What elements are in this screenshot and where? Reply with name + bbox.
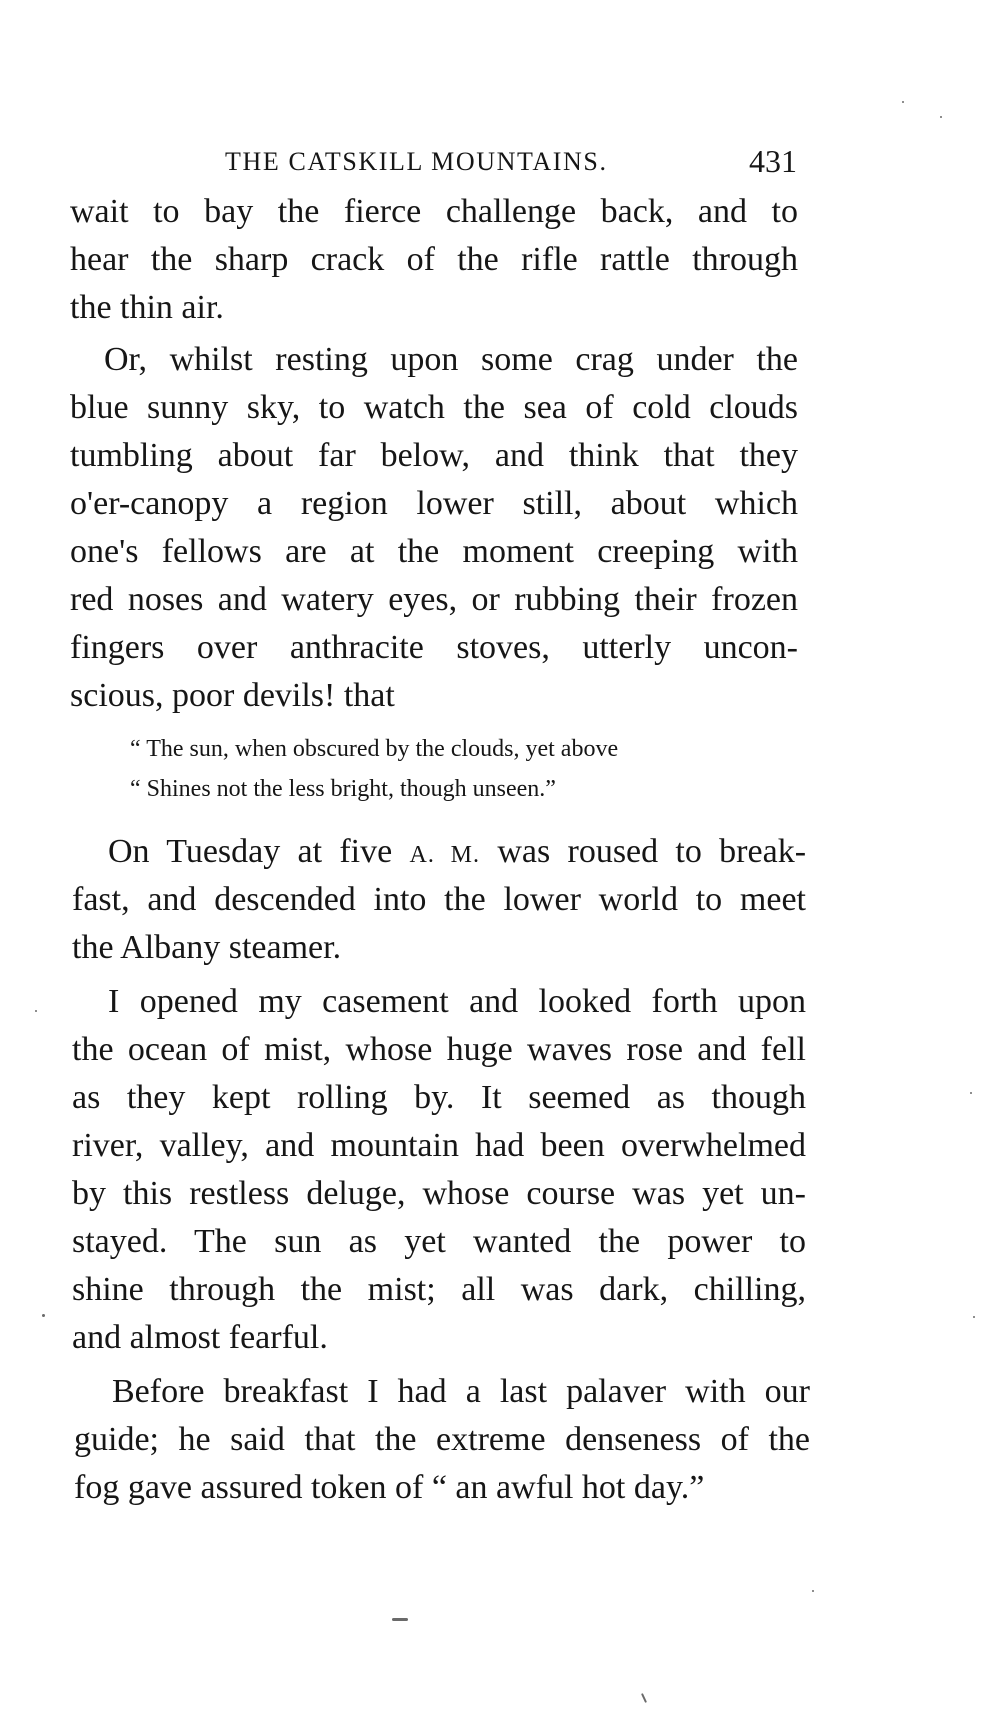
text-line: I opened my casement and looked forth upon (108, 983, 806, 1020)
text-line: scious, poor devils! that (70, 677, 395, 714)
text-line: fingers over anthracite stoves, utterly uncon- (70, 629, 798, 666)
text-line: guide; he said that the extreme denseness of the (74, 1421, 810, 1458)
scan-speck (970, 1092, 972, 1094)
page-number: 431 (749, 143, 797, 179)
running-title: THE CATSKILL MOUNTAINS. (225, 147, 608, 176)
scan-speck (392, 1618, 408, 1621)
text-line: stayed. The sun as yet wanted the power to (72, 1223, 806, 1260)
text-line: one's fellows are at the moment creeping with (70, 533, 798, 570)
text-line: o'er-canopy a region lower still, about which (70, 485, 798, 522)
text-line: the ocean of mist, whose huge waves rose and fell (72, 1031, 806, 1068)
scan-speck (973, 1316, 975, 1318)
text-run: was roused to break- (480, 833, 807, 870)
text-line: and almost fearful. (72, 1319, 328, 1356)
quote-line: “ The sun, when obscured by the clouds, yet above (130, 736, 619, 762)
text-line: by this restless deluge, whose course was yet un- (72, 1175, 806, 1212)
text-line: fog gave assured token of “ an awful hot day.” (74, 1469, 705, 1506)
text-line: red noses and watery eyes, or rubbing their frozen (70, 581, 798, 618)
text-line: hear the sharp crack of the rifle rattle through (70, 241, 798, 278)
scan-speck (902, 101, 904, 103)
text-line: the thin air. (70, 289, 224, 326)
text-run: On Tuesday at five (108, 833, 410, 870)
text-line: shine through the mist; all was dark, chilling, (72, 1271, 806, 1308)
quote-line: “ Shines not the less bright, though unseen.” (130, 776, 556, 802)
text-line: fast, and descended into the lower world to meet (72, 881, 806, 918)
text-line: the Albany steamer. (72, 929, 342, 966)
scan-speck (812, 1590, 814, 1592)
text-line: Before breakfast I had a last palaver with our (112, 1373, 810, 1410)
scan-speck (940, 116, 942, 118)
text-line: wait to bay the fierce challenge back, and to (70, 193, 798, 230)
scan-speck (42, 1314, 45, 1317)
text-line (108, 832, 806, 872)
text-line: tumbling about far below, and think that they (70, 437, 798, 474)
text-line: Or, whilst resting upon some crag under the (104, 341, 798, 378)
scan-speck (35, 1010, 37, 1012)
running-head (225, 143, 797, 183)
text-line: blue sunny sky, to watch the sea of cold clouds (70, 389, 798, 426)
small-caps-abbreviation: A. M. (409, 842, 481, 868)
scan-speck (641, 1693, 647, 1703)
text-line: river, valley, and mountain had been overwhelmed (72, 1127, 806, 1164)
text-line: as they kept rolling by. It seemed as though (72, 1079, 806, 1116)
